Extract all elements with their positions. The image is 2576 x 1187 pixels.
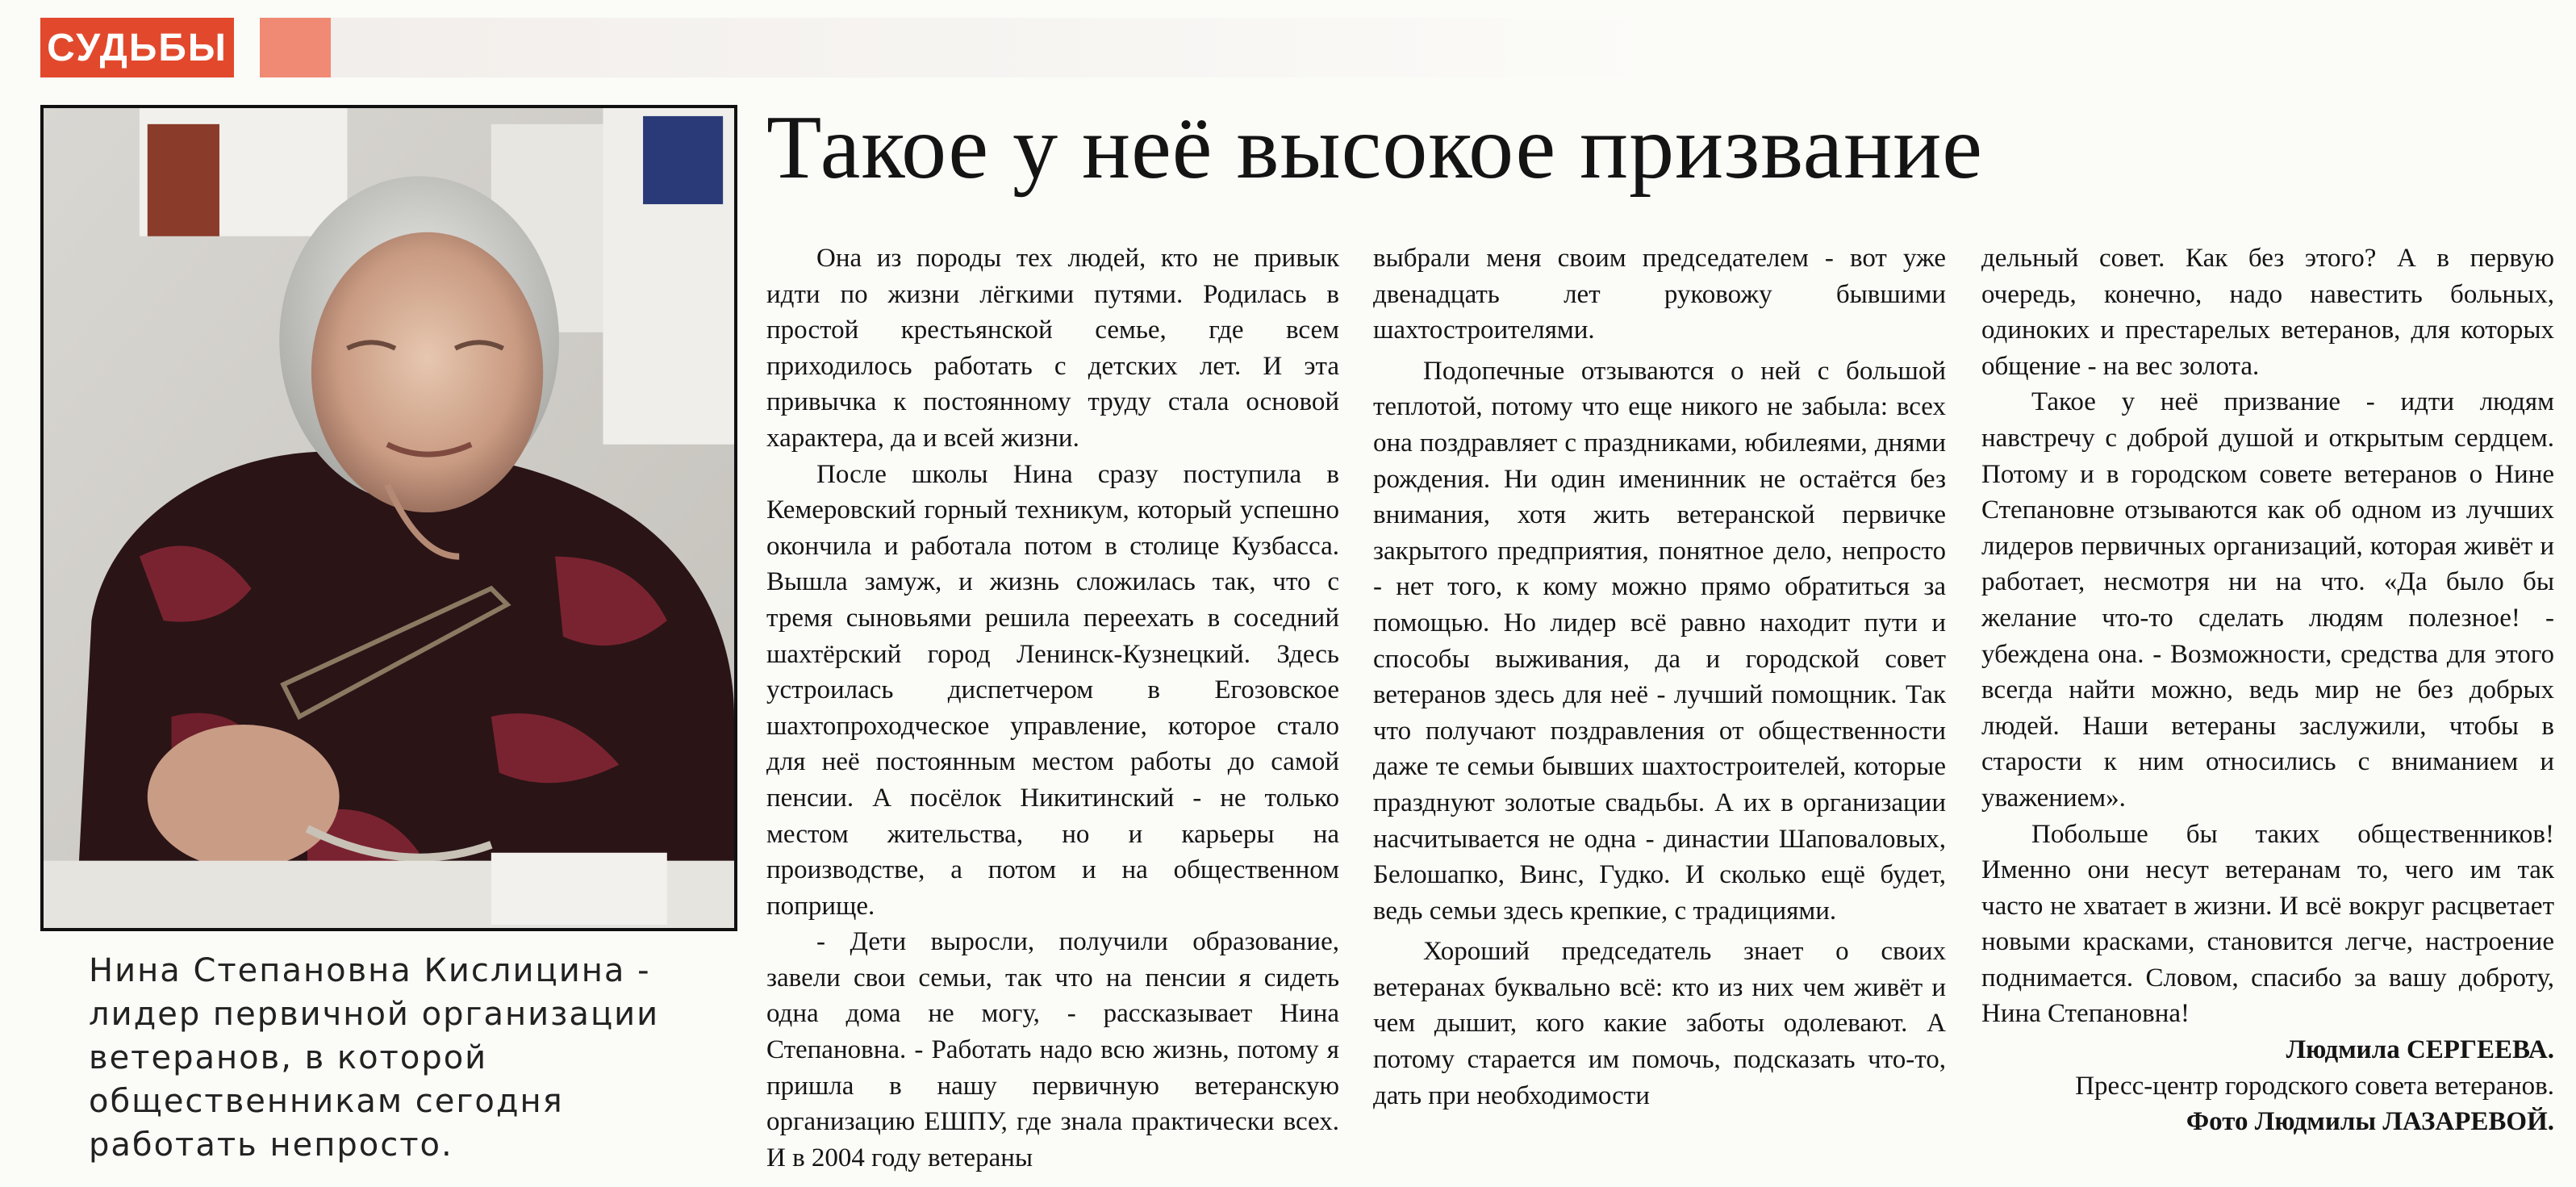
article-column-1 <box>766 240 1339 1176</box>
paragraph: Хороший председатель знает о своих ветеранах буквально всё: кто из них чем живёт и чем дышит, кого какие заботы одолевают. А потому старается им помочь, подсказать что-то, дать при необходимости <box>1373 937 1946 1110</box>
paragraph: После школы Нина сразу поступила в Кемеровский горный техникум, который успешно окончила и работала потом в столице Кузбасса. Вышла замуж, и жизнь сложилась так, что с тремя сыновьями решила переехать в соседний шахтёрский город Ленинск-Кузнецкий. Здесь устроилась диспетчером в Егозовское шахтопроходческое управление, которое стало для неё постоянным местом работы до самой пенсии. А посёлок Никитинский - не только местом жительства, но и карьеры на производстве, а потом и на общественном поприще. <box>766 459 1339 921</box>
paragraph: Подопечные отзываются о ней с большой теплотой, потому что еще никого не забыла: всех она поздравляет с праздниками, юбилеями, днями рождения. Ни один именинник не остаётся без внимания, хотя жить ветеранской первичке закрытого предприятия, понятное дело, непросто - нет того, к кому можно прямо обратиться за помощью. Но лидер всё равно находит пути и способы выживания, да и городской совет ветеранов здесь для неё - лучший помощник. Так что получают поздравления от общественности даже те семьи бывших шахтостроителей, которые празднуют золотые свадьбы. А их в организации насчитывается не одна - династии Шаповаловых, Белошапко, Винс, Гудко. И сколько ещё будет, ведь семьи здесь крепкие, с традициями. <box>1373 356 1946 926</box>
photo-credit: Фото Людмилы ЛАЗАРЕВОЙ. <box>2186 1107 2554 1137</box>
paragraph: выбрали меня своим председателем - вот уже двенадцать лет руковожу бывшими шахтостроителями. <box>1373 244 1946 345</box>
press-center-credit: Пресс-центр городского совета ветеранов. <box>2075 1071 2554 1101</box>
paragraph: - Дети выросли, получили образование, завели свои семьи, так что на пенсии я сидеть одна дома не могу, - рассказывает Нина Степановна. - Работать надо всю жизнь, потому я пришла в нашу первичную ветеранскую организацию ЕШПУ, где знала практически всех. И в 2004 году ветераны <box>766 927 1339 1172</box>
paragraph: дельный совет. Как без этого? А в первую очередь, конечно, надо навестить больных, одиноких и престарелых ветеранов, для которых общение - на вес золота. <box>1981 244 2554 381</box>
rubric-accent-block <box>260 18 331 77</box>
article-column-2 <box>1373 240 1946 1114</box>
portrait-photo <box>40 105 737 931</box>
author-signature: Людмила СЕРГЕЕВА. <box>2286 1035 2554 1065</box>
paragraph: Побольше бы таких общественников! Именно они несут ветеранам то, чего им так часто не хватает в жизни. И всё вокруг расцветает новыми красками, становится легче, настроение поднимается. Словом, спасибо за вашу доброту, Нина Степановна! <box>1981 819 2554 1029</box>
section-rubric: СУДЬБЫ <box>40 18 234 77</box>
paragraph: Она из породы тех людей, кто не привык идти по жизни лёгкими путями. Родилась в простой крестьянской семье, где всем приходилось работать с детских лет. И эта привычка к постоянному труду стала основой характера, да и всей жизни. <box>766 244 1339 453</box>
paragraph: Такое у неё призвание - идти людям навстречу с доброй душой и открытым сердцем. Потому и в городском совете ветеранов о Нине Степановне отзываются как об одном из лучших лидеров первичных организаций, которая живёт и работает, несмотря ни на что. «Да было бы желание что-то сделать людям полезное! - убеждена она. - Возможности, средства для этого всегда найти можно, ведь мир не без добрых людей. Наши ветераны заслужили, чтобы в старости к ним относились с вниманием и уважением». <box>1981 387 2554 813</box>
article-headline: Такое у неё высокое призвание <box>766 98 1983 198</box>
portrait-photo-drawing <box>44 108 734 928</box>
rubric-band <box>331 18 2557 77</box>
photo-caption: Нина Степановна Кислицина - лидер первичной организации ветеранов, в которой общественникам сегодня работать непросто. <box>89 952 660 1164</box>
article-column-3 <box>1981 240 2554 1140</box>
